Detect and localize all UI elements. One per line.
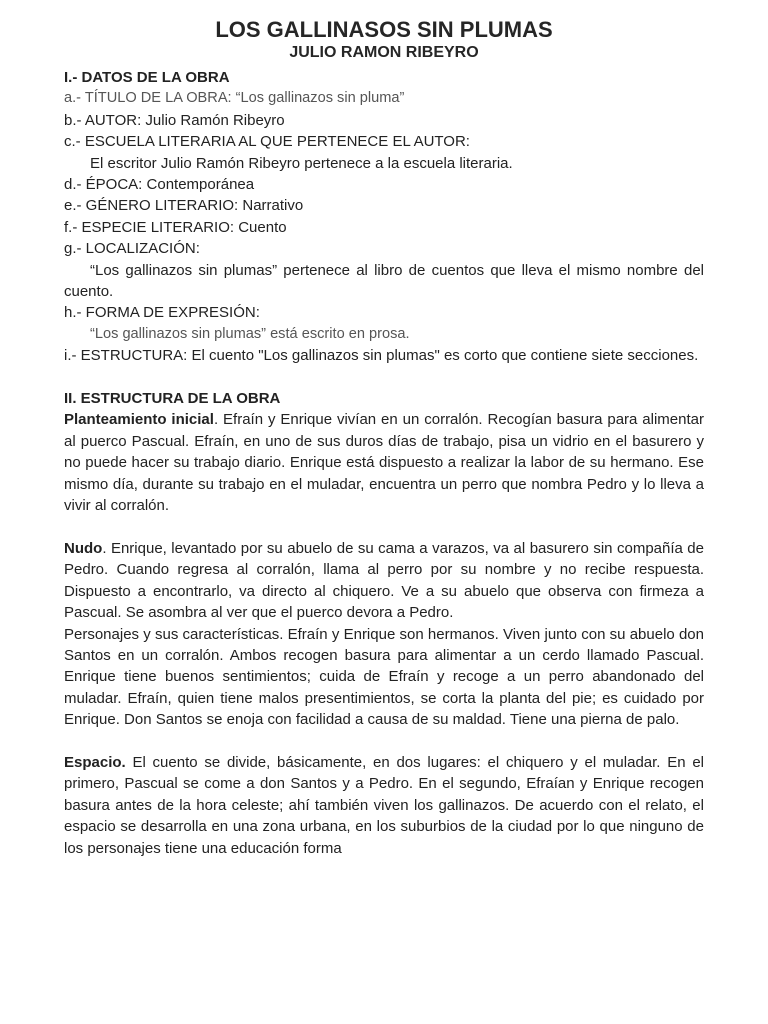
document-body [64, 67, 704, 859]
document-author: JULIO RAMON RIBEYRO [289, 44, 479, 61]
nudo-text: . Enrique, levantado por su abuelo de su cama a varazos, va al basurero sin compañía de Pedro. Cuando regresa al corralón, llama al perro por su nombre y no recibe respuesta. Dispuesto a encontrarlo, va directo al chiquero. Ve a su abuelo que observa con firmeza a Pascual. Se asombra al ver que el puerco devora a Pedro. [64, 539, 704, 622]
item-escuela-detail: El escritor Julio Ramón Ribeyro pertenece a la escuela literaria. [90, 154, 513, 172]
planteamiento-text: . Efraín y Enrique vivían en un corralón. Recogían basura para alimentar al puerco Pascual. Efraín, en uno de sus duros días de trabajo, pisa un vidrio en el basurero y no puede hacer su trabajo diario. Enrique está dispuesto a realizar la labor de su hermano. Ese mismo día, durante su trabajo en el muladar, encuentra un perro que nombra Pedro y lo lleva a vivir al corralón. [64, 411, 704, 515]
section-heading-datos: I.- DATOS DE LA OBRA [64, 69, 230, 86]
item-estructura: i.- ESTRUCTURA: El cuento "Los gallinazos sin plumas" es corto que contiene siete secciones. [64, 347, 699, 365]
item-forma-detail: “Los gallinazos sin plumas” está escrito en prosa. [90, 325, 410, 342]
item-autor: b.- AUTOR: Julio Ramón Ribeyro [64, 111, 285, 129]
paragraph-nudo [64, 538, 704, 624]
planteamiento-label: Planteamiento inicial [64, 411, 214, 429]
item-localizacion: g.- LOCALIZACIÓN: [64, 240, 200, 258]
item-especie: f.- ESPECIE LITERARIO: Cuento [64, 218, 287, 236]
espacio-label: Espacio. [64, 753, 126, 771]
item-forma: h.- FORMA DE EXPRESIÓN: [64, 304, 260, 322]
item-epoca: d.- ÉPOCA: Contemporánea [64, 176, 255, 194]
section-heading-estructura: II. ESTRUCTURA DE LA OBRA [64, 390, 281, 408]
paragraph-espacio [64, 752, 704, 859]
spacer [64, 367, 704, 388]
espacio-text: El cuento se divide, básicamente, en dos lugares: el chiquero y el muladar. En el primero, Pascual se come a don Santos y a Pedro. En el segundo, Efraían y Enrique recogen basura antes de la hora celeste; ahí también viven los gallinazos. De acuerdo con el relato, el espacio se desarrolla en una zona urbana, en los suburbios de la ciudad por lo que ninguno de los personajes tiene una educación forma [64, 753, 704, 857]
paragraph-personajes: Personajes y sus características. Efraín y Enrique son hermanos. Viven junto con su abuelo don Santos en un corralón. Ambos recogen basura para alimentar a un cerdo llamado Pascual. Enrique tiene buenos sentimientos; cuida de Efraín y recoge a un perro abandonado del muladar. Efraín, quien tiene malos presentimientos, se corta la planta del pie; es cuidado por Enrique. Don Santos se enoja con facilidad a causa de su maldad. Tiene una pierna de palo. [64, 625, 704, 729]
nudo-label: Nudo [64, 539, 103, 557]
spacer [64, 731, 704, 752]
spacer [64, 517, 704, 538]
paragraph-planteamiento [64, 409, 704, 516]
item-localizacion-detail: “Los gallinazos sin plumas” pertenece al libro de cuentos que lleva el mismo nombre del cuento. [64, 261, 704, 301]
item-genero: e.- GÉNERO LITERARIO: Narrativo [64, 197, 304, 215]
item-escuela: c.- ESCUELA LITERARIA AL QUE PERTENECE EL AUTOR: [64, 133, 470, 151]
document-title: LOS GALLINASOS SIN PLUMAS [215, 17, 553, 42]
item-titulo: a.- TÍTULO DE LA OBRA: “Los gallinazos sin pluma” [64, 90, 405, 107]
